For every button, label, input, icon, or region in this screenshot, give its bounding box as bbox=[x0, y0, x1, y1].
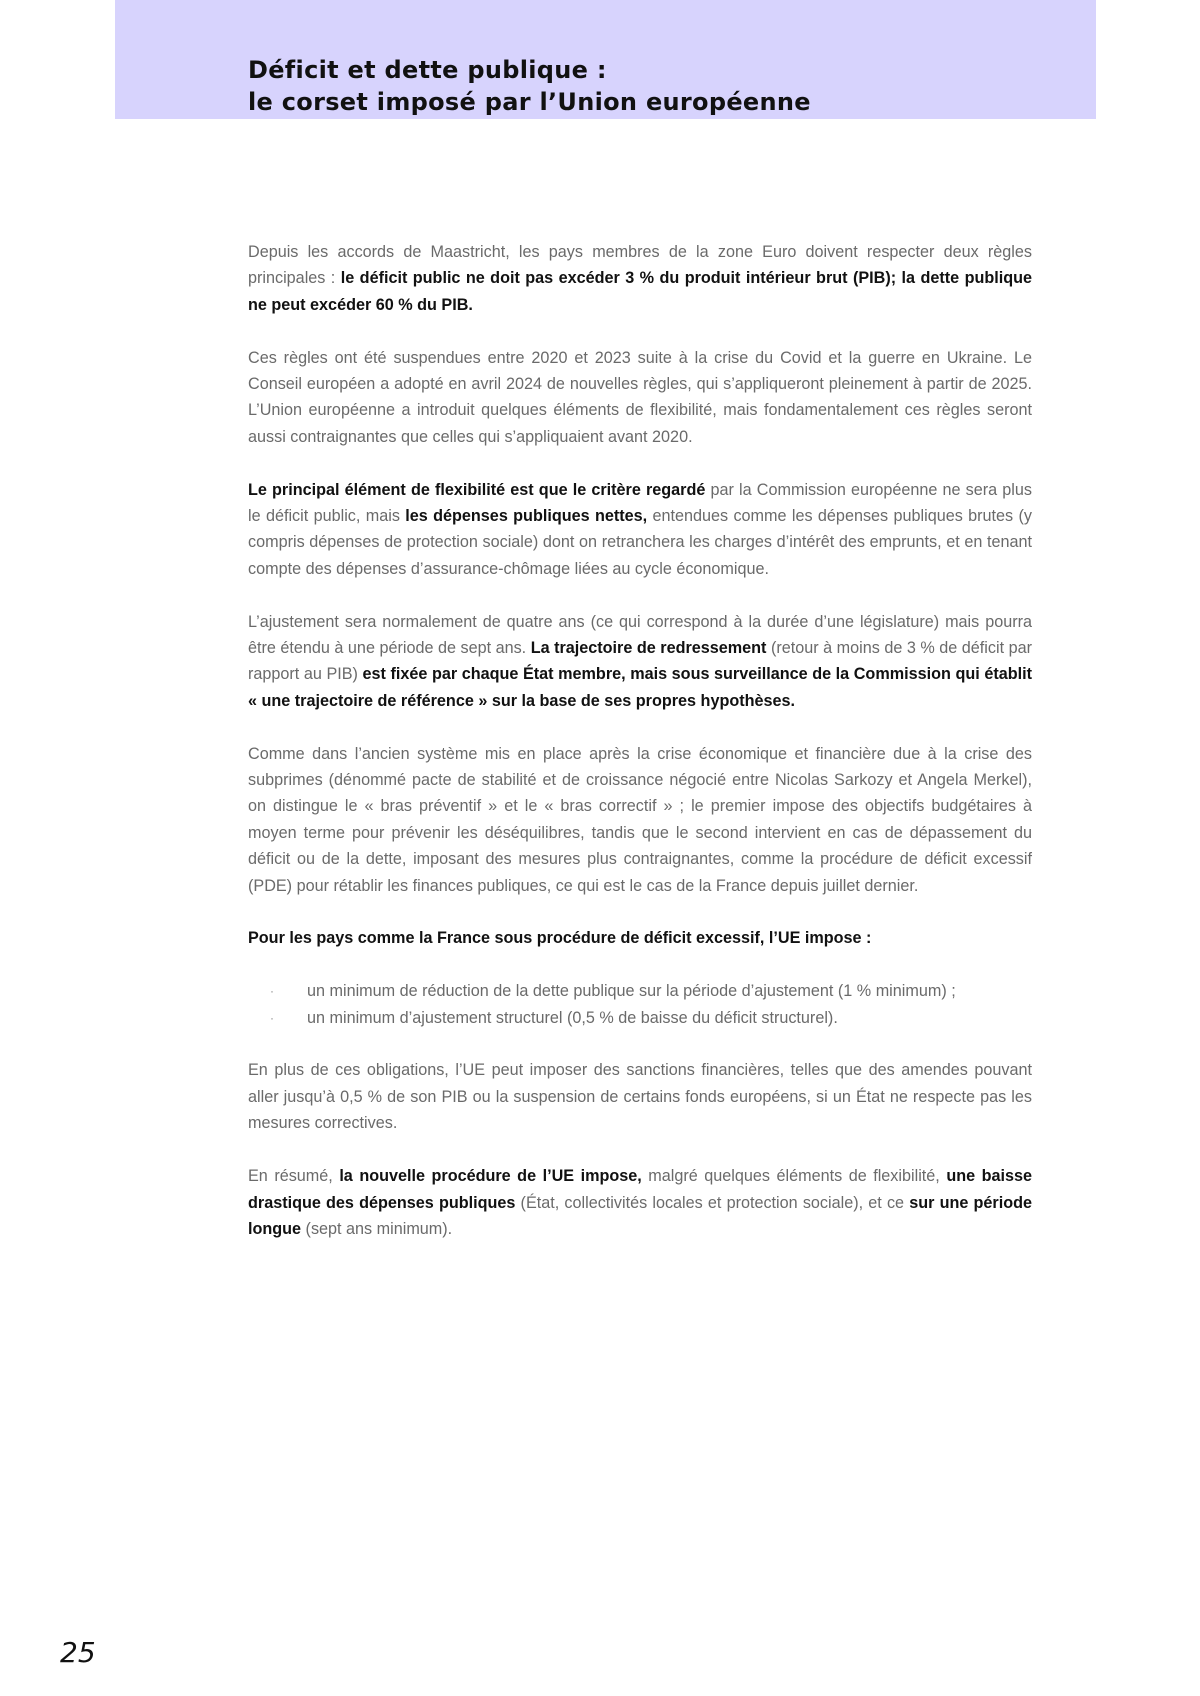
paragraph-emphasis: une baisse drastique des dépenses publiques bbox=[248, 1167, 1033, 1212]
paragraph-text: entendues comme les dépenses publiques brutes (y compris dépenses de protection sociale) dont on retranchera les charges d’intérêt des emprunts, et en tenant compte des dépenses d’assurance-chômage liées au cycle économique. bbox=[248, 507, 1032, 578]
paragraph-flexibility bbox=[248, 477, 1032, 583]
paragraph-text: (sept ans minimum). bbox=[301, 1219, 453, 1238]
bullet-icon: · bbox=[270, 1010, 274, 1025]
article-body bbox=[248, 239, 1032, 1269]
page-number: 25 bbox=[60, 1636, 96, 1669]
paragraph-emphasis: La trajectoire de redressement bbox=[530, 639, 767, 658]
paragraph-suspension: Ces règles ont été suspendues entre 2020 et 2023 suite à la crise du Covid et la guerre en Ukraine. Le Conseil européen a adopté en avril 2024 de nouvelles règles, qui s’appliqueront pleinement à partir de 2025. L’Union européenne a introduit quelques éléments de flexibilité, mais fondamentalement ces règles seront aussi contraignantes que celles qui s’appliquaient avant 2020. bbox=[248, 348, 1032, 446]
paragraph-text: malgré quelques éléments de flexibilité, bbox=[641, 1167, 947, 1186]
paragraph-sanctions: En plus de ces obligations, l’UE peut imposer des sanctions financières, telles que des amendes pouvant aller jusqu’à 0,5 % de son PIB ou la suspension de certains fonds européens, si un État ne respecte pas les mesures correctives. bbox=[248, 1061, 1032, 1133]
paragraph-emphasis: les dépenses publiques nettes, bbox=[405, 507, 648, 526]
paragraph-text: Depuis les accords de Maastricht, les pays membres de la zone Euro doivent respecter deux règles principales : bbox=[248, 243, 1032, 288]
page-title-line-1: Déficit et dette publique : bbox=[248, 56, 607, 84]
paragraph-emphasis: est fixée par chaque État membre, mais sous surveillance de la Commission qui établit « une trajectoire de référence » sur la base de ses propres hypothèses. bbox=[248, 665, 1032, 710]
paragraph-text: En résumé, bbox=[248, 1167, 340, 1186]
paragraph-maastricht-rules bbox=[248, 239, 1032, 318]
paragraph-text: (État, collectivités locales et protection sociale), et ce bbox=[515, 1193, 910, 1212]
paragraph-emphasis: le déficit public ne doit pas excéder 3 % du produit intérieur brut (PIB); la dette publique ne peut excéder 60 % du PIB. bbox=[248, 269, 1033, 314]
paragraph-emphasis: Le principal élément de flexibilité est que le critère regardé bbox=[248, 480, 706, 499]
paragraph-emphasis: la nouvelle procédure de l’UE impose, bbox=[339, 1167, 642, 1186]
list-item-text: un minimum d’ajustement structurel (0,5 % de baisse du déficit structurel). bbox=[307, 1008, 838, 1027]
obligations-list bbox=[248, 978, 1032, 1031]
paragraph-emphasis: sur une période longue bbox=[248, 1193, 1032, 1238]
list-item bbox=[248, 978, 1032, 1004]
paragraph-summary bbox=[248, 1163, 1032, 1242]
paragraph-adjustment bbox=[248, 609, 1032, 715]
bullet-icon: · bbox=[270, 984, 274, 999]
paragraph-text: (retour à moins de 3 % de déficit par rapport au PIB) bbox=[248, 639, 1032, 684]
page-title bbox=[248, 54, 811, 118]
paragraph-text: L’ajustement sera normalement de quatre ans (ce qui correspond à la durée d’une législature) mais pourra être étendu à une période de sept ans. bbox=[248, 612, 1032, 658]
page-title-line-2: le corset imposé par l’Union européenne bbox=[248, 88, 811, 116]
paragraph-text: par la Commission européenne ne sera plus le déficit public, mais bbox=[248, 480, 1032, 526]
paragraph-emphasis: Pour les pays comme la France sous procédure de déficit excessif, l’UE impose : bbox=[248, 929, 872, 948]
list-item bbox=[248, 1005, 1032, 1031]
paragraph-eu-imposes bbox=[248, 925, 1032, 951]
paragraph-preventive-corrective: Comme dans l’ancien système mis en place après la crise économique et financière due à la crise des subprimes (dénommé pacte de stabilité et de croissance négocié entre Nicolas Sarkozy et Angela Merkel), on distingue le « bras préventif » et le « bras correctif » ; le premier impose des objectifs budgétaires à moyen terme pour prévenir les déséquilibres, tandis que le second intervient en cas de dépassement du déficit ou de la dette, imposant des mesures plus contraignantes, comme la procédure de déficit excessif (PDE) pour rétablir les finances publiques, ce qui est le cas de la France depuis juillet dernier. bbox=[248, 744, 1032, 895]
list-item-text: un minimum de réduction de la dette publique sur la période d’ajustement (1 % minimum) ; bbox=[307, 982, 956, 1001]
